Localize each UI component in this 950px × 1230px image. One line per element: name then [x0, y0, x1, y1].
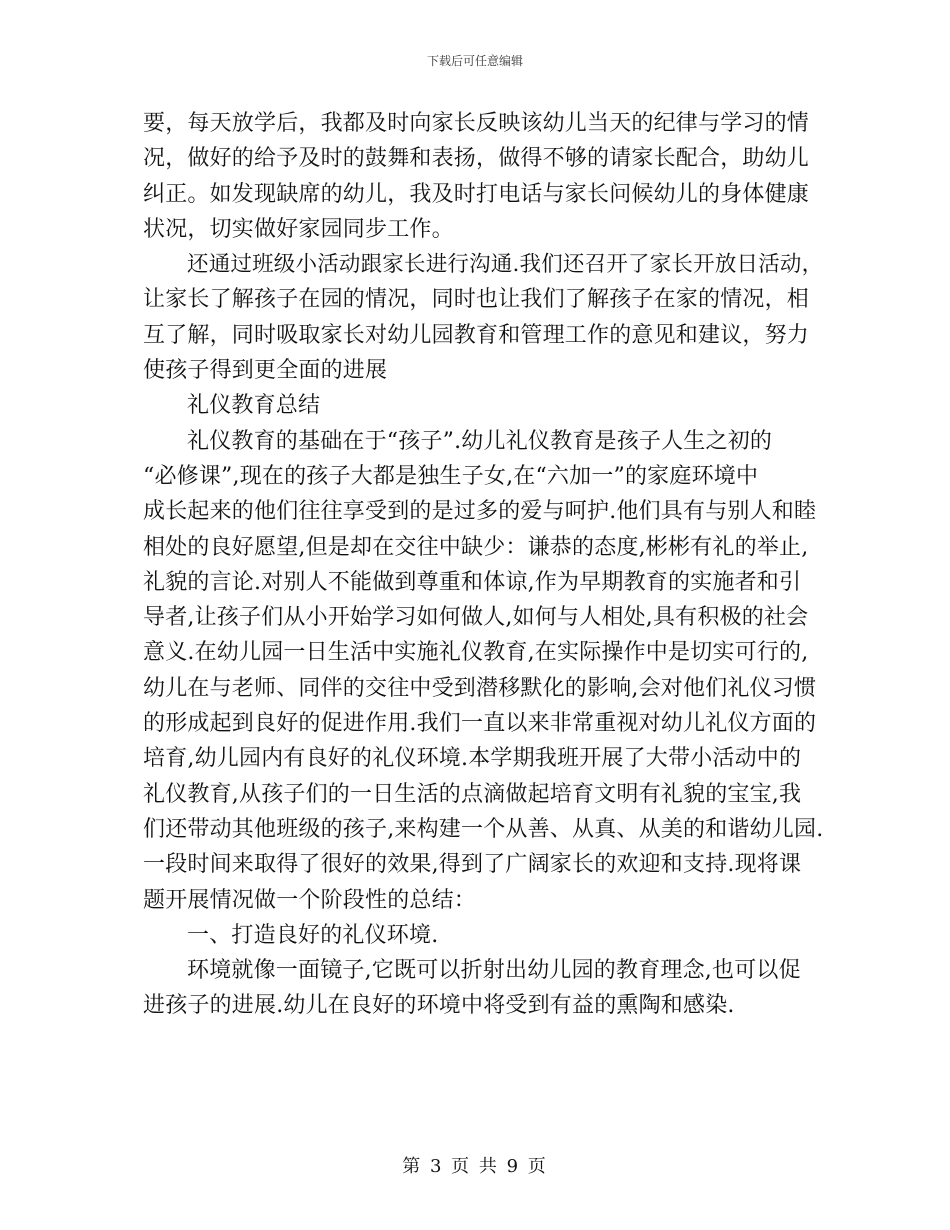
text-line: 礼仪教育,从孩子们的一日生活的点滴做起培育文明有礼貌的宝宝,我	[143, 781, 802, 807]
text-line: 环境就像一面镜子,它既可以折射出幼儿园的教育理念,也可以促	[187, 958, 801, 984]
text-line: 们还带动其他班级的孩子,来构建一个从善、从真、从美的和谐幼儿园.	[143, 816, 824, 842]
text-line: 要，每天放学后，我都及时向家长反映该幼儿当天的纪律与学习的情	[143, 111, 810, 136]
text-line: 相处的良好愿望,但是却在交往中缺少：谦恭的态度,彬彬有礼的举止,	[143, 534, 809, 560]
text-line: 一段时间来取得了很好的效果,得到了广阔家长的欢迎和支持.现将课	[143, 852, 802, 878]
text-line: 一、打造良好的礼仪环境.	[187, 922, 439, 948]
text-line: 礼仪教育总结	[187, 393, 321, 419]
text-line: 的形成起到良好的促进作用.我们一直以来非常重视对幼儿礼仪方面的	[143, 711, 817, 737]
text-line: 成长起来的他们往往享受到的是过多的爱与呵护.他们具有与别人和睦	[143, 499, 817, 525]
text-line: 意义.在幼儿园一日生活中实施礼仪教育,在实际操作中是切实可行的,	[143, 640, 809, 666]
page-header: 下载后可任意编辑	[426, 54, 523, 68]
text-line: 使孩子得到更全面的进展	[143, 358, 388, 384]
text-line: 让家长了解孩子在园的情况，同时也让我们了解孩子在家的情况，相	[143, 287, 810, 313]
text-line: 幼儿在与老师、同伴的交往中受到潜移默化的影响,会对他们礼仪习惯	[143, 675, 817, 701]
page-footer: 第 3 页 共 9 页	[402, 1156, 548, 1177]
text-line: 纠正。如发现缺席的幼儿，我及时打电话与家长问候幼儿的身体健康	[143, 181, 810, 207]
text-line: 还通过班级小活动跟家长进行沟通.我们还召开了家长开放日活动，	[187, 252, 824, 278]
text-line: 况，做好的给予及时的鼓舞和表扬，做得不够的请家长配合，助幼儿	[143, 146, 810, 172]
document-body	[143, 106, 833, 1024]
text-line: 题开展情况做一个阶段性的总结：	[143, 887, 477, 913]
text-line: 礼貌的言论.对别人不能做到尊重和体谅,作为早期教育的实施者和引	[143, 569, 802, 595]
text-line: “必修课”,现在的孩子大都是独生子女,在“六加一”的家庭环境中	[143, 463, 759, 489]
text-line: 礼仪教育的基础在于“孩子”.幼儿礼仪教育是孩子人生之初的	[187, 428, 773, 454]
text-line: 进孩子的进展.幼儿在良好的环境中将受到有益的熏陶和感染.	[143, 993, 735, 1019]
text-line: 互了解，同时吸取家长对幼儿园教育和管理工作的意见和建议，努力	[143, 322, 810, 348]
text-line: 状况，切实做好家园同步工作。	[143, 216, 454, 242]
text-line: 培育,幼儿园内有良好的礼仪环境.本学期我班开展了大带小活动中的	[143, 746, 802, 772]
text-line: 导者,让孩子们从小开始学习如何做人,如何与人相处,具有积极的社会	[143, 605, 809, 631]
